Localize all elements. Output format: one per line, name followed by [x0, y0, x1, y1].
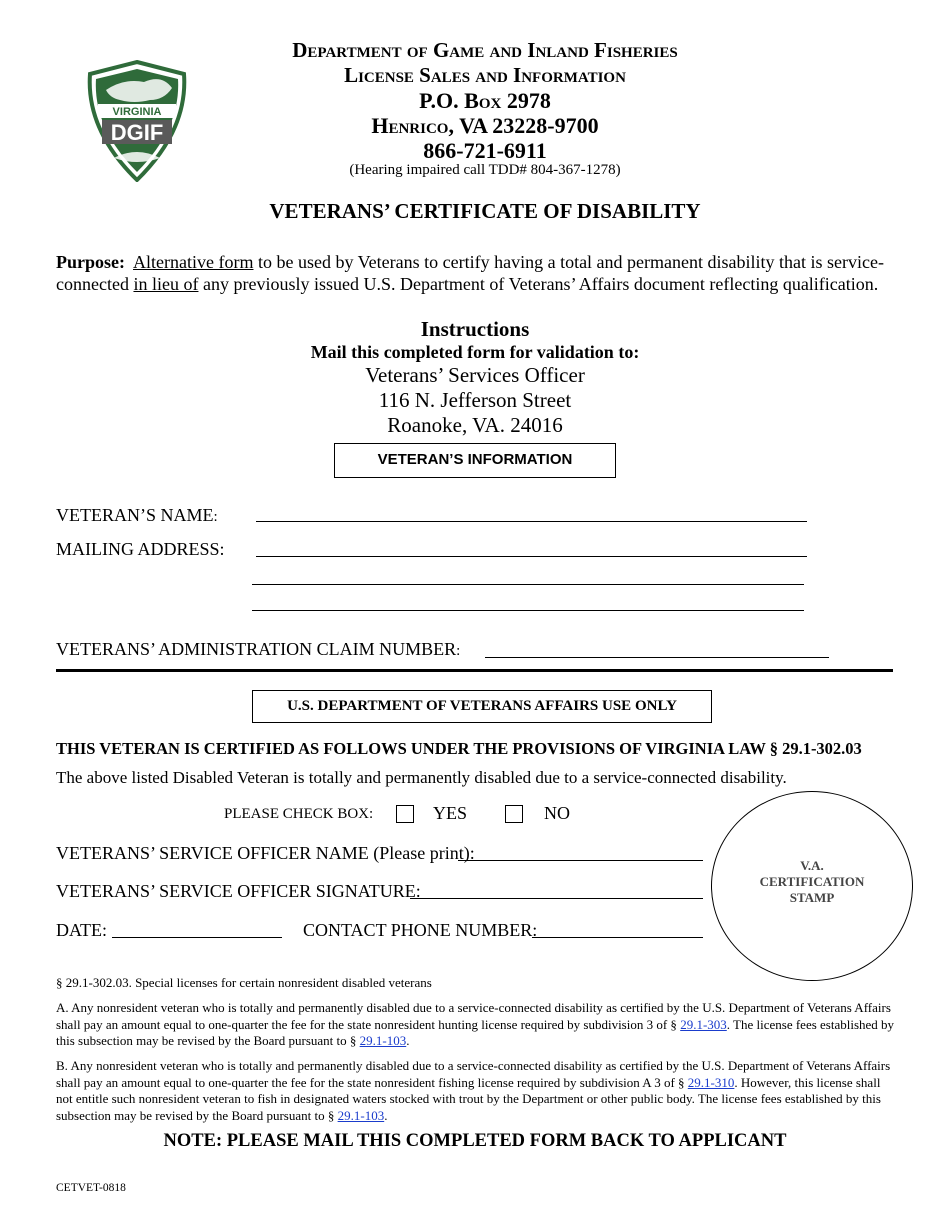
veteran-name-colon: : — [213, 509, 218, 525]
dgif-shield-icon — [84, 60, 190, 182]
veteran-name-field[interactable] — [256, 521, 807, 522]
logo-text-top: VIRGINIA — [112, 106, 162, 118]
purpose-text-1: to be used by Veterans to certify having a total and permanent disability that is service-connected — [56, 252, 884, 294]
alternative-form-text: Alternative form — [133, 252, 254, 272]
veteran-info-box: VETERAN’S INFORMATION — [334, 443, 616, 478]
officer-name-field[interactable] — [458, 860, 703, 861]
yes-checkbox[interactable] — [396, 805, 414, 823]
stamp-label — [711, 858, 913, 906]
officer-name-label: VETERANS’ SERVICE OFFICER NAME (Please print): — [56, 843, 475, 863]
stamp-line-2: CERTIFICATION — [759, 874, 865, 889]
mail-back-note: NOTE: PLEASE MAIL THIS COMPLETED FORM BACK TO APPLICANT — [163, 1131, 787, 1151]
address-line-1: Veterans’ Services Officer — [365, 363, 585, 387]
mailing-address-field-2[interactable] — [252, 584, 804, 585]
statute-a-text-1: A. Any nonresident veteran who is totally and permanently disabled due to a service-connected disability as certified by the U.S. Department of Veterans Affairs shall pay an amount equal to one-quarter the fee for the state nonresident hunting license required by subdivision 3 of § — [56, 1000, 891, 1032]
statute-b-text-3: . — [384, 1107, 388, 1123]
address-line-2: 116 N. Jefferson Street — [378, 388, 572, 412]
stamp-line-3: STAMP — [789, 890, 835, 905]
instructions-block — [0, 317, 950, 438]
mailing-address-label: MAILING ADDRESS: — [56, 539, 225, 559]
link-29-1-103-b[interactable]: 29.1-103 — [337, 1107, 385, 1123]
statute-b-text-2: . However, this license shall not entitle such nonresident veteran to fish in designated waters stocked with trout by the Department or other public body. The license fees established by this subsection may be revised by the Board pursuant to § — [56, 1074, 881, 1123]
statute-heading: § 29.1-302.03. Special licenses for certain nonresident disabled veterans — [56, 975, 432, 990]
link-29-1-103-a[interactable]: 29.1-103 — [359, 1033, 407, 1048]
section-divider — [56, 669, 893, 672]
statute-paragraph-b — [56, 1058, 896, 1124]
dept-name: Department of Game and Inland Fisheries — [292, 38, 678, 62]
va-use-only-box: U.S. DEPARTMENT OF VETERANS AFFAIRS USE ONLY — [252, 690, 712, 723]
link-29-1-303[interactable]: 29.1-303 — [680, 1016, 727, 1032]
certification-heading: THIS VETERAN IS CERTIFIED AS FOLLOWS UNDER THE PROVISIONS OF VIRGINIA LAW § 29.1-302.03 — [56, 739, 862, 758]
date-label: DATE: — [56, 920, 107, 940]
officer-signature-field[interactable] — [410, 898, 703, 899]
stamp-line-1: V.A. — [800, 858, 824, 873]
statute-paragraph-a — [56, 1000, 896, 1050]
city-state-zip: Henrico, VA 23228-9700 — [371, 113, 599, 138]
form-code: CETVET-0818 — [56, 1182, 126, 1194]
form-title: VETERANS’ CERTIFICATE OF DISABILITY — [269, 199, 701, 223]
disability-statement: The above listed Disabled Veteran is totally and permanently disabled due to a service-connected disability. — [56, 768, 787, 787]
purpose-paragraph — [56, 252, 896, 295]
claim-number-label — [56, 639, 460, 660]
claim-number-label-text: VETERANS’ ADMINISTRATION CLAIM NUMBER — [56, 639, 457, 659]
statute-b-text-1: B. Any nonresident veteran who is totally and permanently disabled due to a service-connected disability as certified by the U.S. Department of Veterans Affairs shall pay an amount equal to one-quarter the fee for the state nonresident fishing license required by subdivision A 3 of § — [56, 1058, 891, 1090]
header-block — [230, 38, 740, 163]
statute-a-text-2: . The license fees established by this subsection may be revised by the Board pursuant to § — [56, 1016, 895, 1048]
check-box-label: PLEASE CHECK BOX: — [224, 806, 374, 822]
officer-signature-label: VETERANS’ SERVICE OFFICER SIGNATURE: — [56, 881, 421, 901]
date-field[interactable] — [112, 937, 282, 938]
mailing-address-field-1[interactable] — [256, 556, 807, 557]
mail-to-line: Mail this completed form for validation to: — [310, 342, 640, 362]
veteran-name-label — [56, 505, 218, 526]
contact-phone-label: CONTACT PHONE NUMBER: — [303, 920, 538, 940]
in-lieu-text: in lieu of — [133, 273, 199, 294]
dgif-logo — [84, 60, 190, 182]
no-label: NO — [544, 803, 570, 823]
no-checkbox[interactable] — [505, 805, 523, 823]
address-line-3: Roanoke, VA. 24016 — [387, 413, 563, 437]
phone-number: 866-721-6911 — [423, 138, 547, 163]
purpose-text-2: any previously issued U.S. Department of Veterans’ Affairs document reflecting qualification. — [198, 273, 879, 294]
section-name: License Sales and Information — [344, 63, 626, 87]
hearing-impaired-line: (Hearing impaired call TDD# 804-367-1278) — [349, 162, 621, 178]
veteran-name-label-text: VETERAN’S NAME — [56, 505, 214, 525]
link-29-1-310[interactable]: 29.1-310 — [687, 1074, 735, 1090]
po-box: P.O. Box 2978 — [419, 88, 551, 113]
mailing-address-field-3[interactable] — [252, 610, 804, 611]
purpose-label: Purpose: — [56, 252, 125, 272]
instructions-heading: Instructions — [420, 317, 530, 341]
logo-text-main: DGIF — [110, 120, 164, 145]
claim-number-field[interactable] — [485, 657, 829, 658]
contact-phone-field[interactable] — [532, 937, 703, 938]
yes-label: YES — [433, 803, 468, 823]
statute-a-text-3: . — [406, 1033, 410, 1048]
claim-number-colon: : — [456, 643, 461, 659]
